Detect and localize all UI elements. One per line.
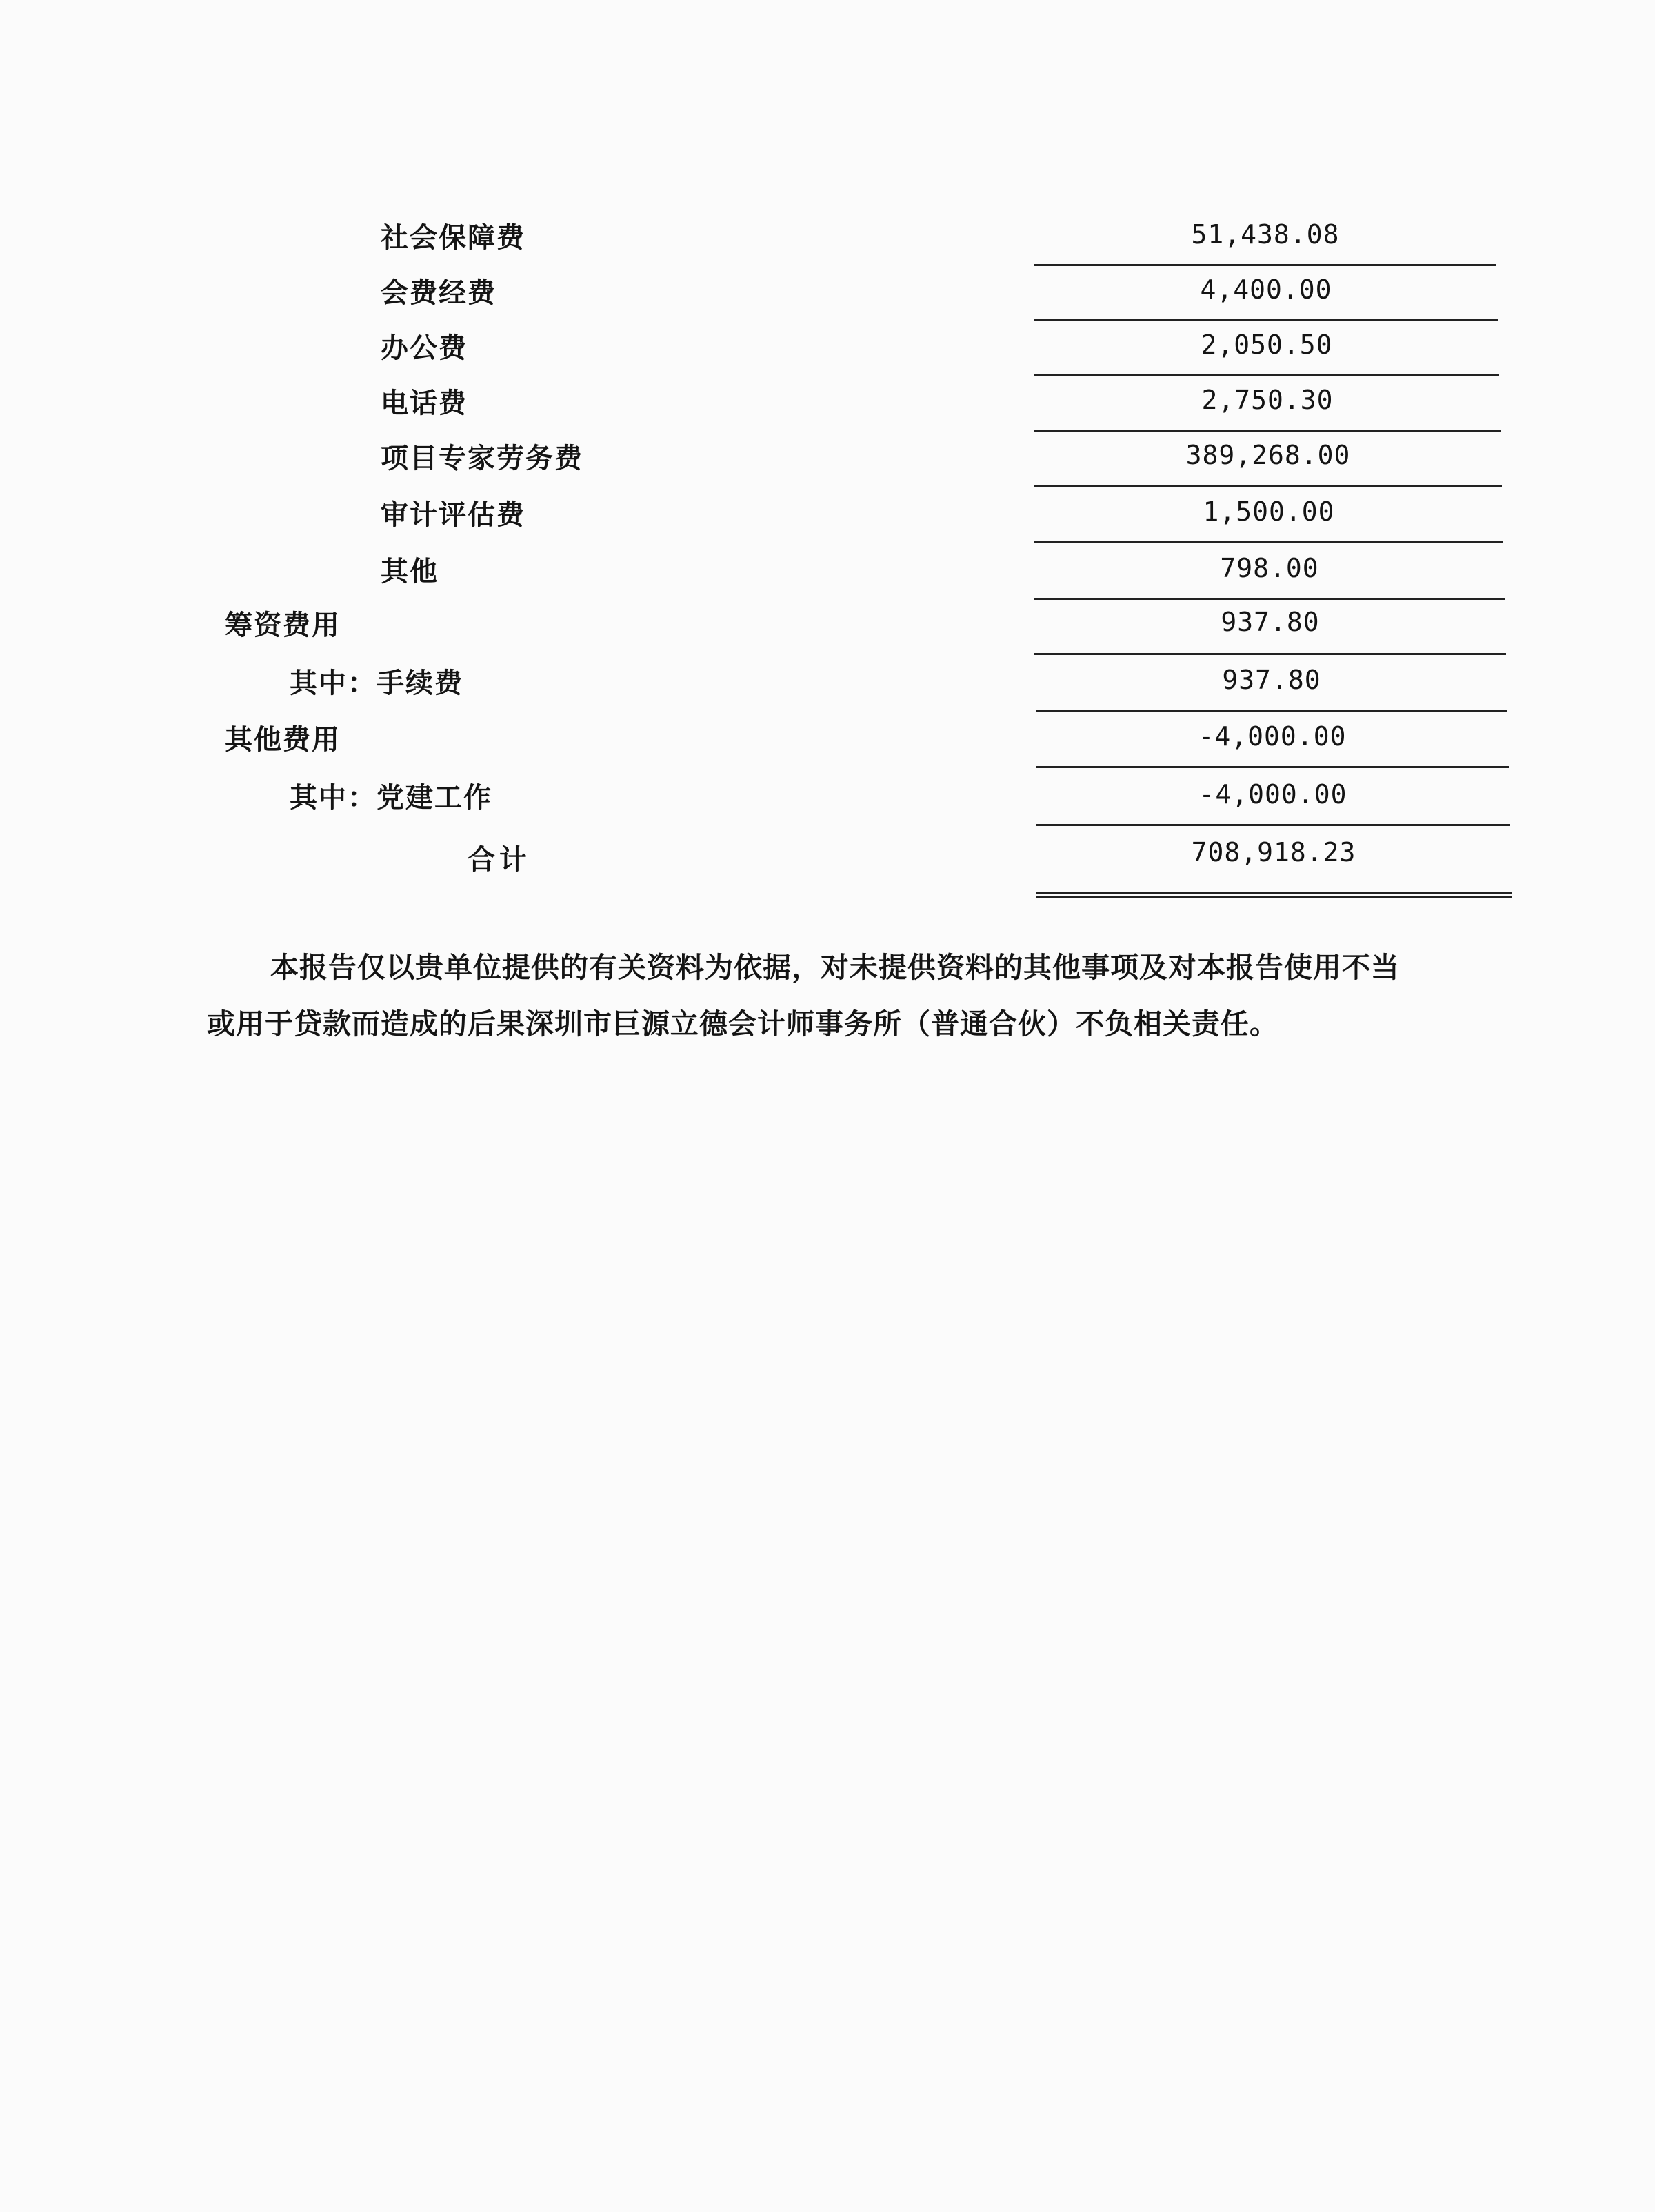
table-row [0, 770, 1655, 826]
row-label: 项目专家劳务费 [381, 442, 583, 474]
row-label: 电话费 [381, 387, 468, 419]
amount-cell [1034, 430, 1502, 487]
table-row [0, 320, 1655, 376]
row-amount: 937.80 [1222, 665, 1321, 695]
row-label: 社会保障费 [381, 221, 525, 254]
row-label: 审计评估费 [381, 499, 525, 531]
row-label: 会费经费 [381, 276, 496, 309]
row-amount: 389,268.00 [1185, 440, 1351, 470]
row-label: 其中：党建工作 [290, 781, 492, 814]
row-amount: 1,500.00 [1203, 496, 1335, 527]
amount-cell [1036, 655, 1507, 712]
row-amount: 51,438.08 [1191, 219, 1340, 250]
amount-cell [1034, 597, 1506, 655]
table-row [0, 597, 1655, 654]
row-amount: -4,000.00 [1198, 721, 1347, 752]
amount-cell [1034, 543, 1505, 600]
table-row [0, 543, 1655, 600]
row-label: 其中：手续费 [290, 667, 463, 699]
row-amount: 937.80 [1221, 607, 1320, 637]
disclaimer-line-1: 本报告仅以贵单位提供的有关资料为依据，对未提供资料的其他事项及对本报告使用不当 [270, 951, 1400, 984]
amount-cell [1034, 487, 1503, 543]
table-row [0, 655, 1655, 712]
table-row [0, 210, 1655, 266]
row-label: 办公费 [381, 332, 468, 364]
row-label: 筹资费用 [225, 609, 341, 641]
table-row [0, 487, 1655, 543]
row-amount: 2,750.30 [1201, 385, 1334, 415]
amount-cell [1036, 712, 1509, 768]
total-amount-cell [1036, 826, 1512, 894]
table-row [0, 375, 1655, 432]
table-row [0, 712, 1655, 768]
table-row [0, 265, 1655, 321]
total-row [0, 826, 1655, 894]
amount-cell [1034, 375, 1501, 432]
row-amount: -4,000.00 [1198, 779, 1347, 810]
table-row [0, 430, 1655, 487]
amount-cell [1036, 770, 1510, 826]
disclaimer-note [207, 939, 1531, 1052]
amount-cell [1034, 210, 1496, 266]
total-label: 合计 [468, 843, 531, 876]
amount-cell [1034, 265, 1498, 321]
row-amount: 4,400.00 [1200, 274, 1332, 305]
row-label: 其他 [381, 555, 439, 587]
total-amount: 708,918.23 [1191, 837, 1356, 867]
disclaimer-line-2: 或用于贷款而造成的后果深圳市巨源立德会计师事务所（普通合伙）不负相关责任。 [207, 1007, 1278, 1040]
row-label: 其他费用 [225, 723, 341, 756]
row-amount: 798.00 [1220, 553, 1319, 583]
amount-cell [1034, 320, 1499, 376]
row-amount: 2,050.50 [1201, 330, 1333, 360]
